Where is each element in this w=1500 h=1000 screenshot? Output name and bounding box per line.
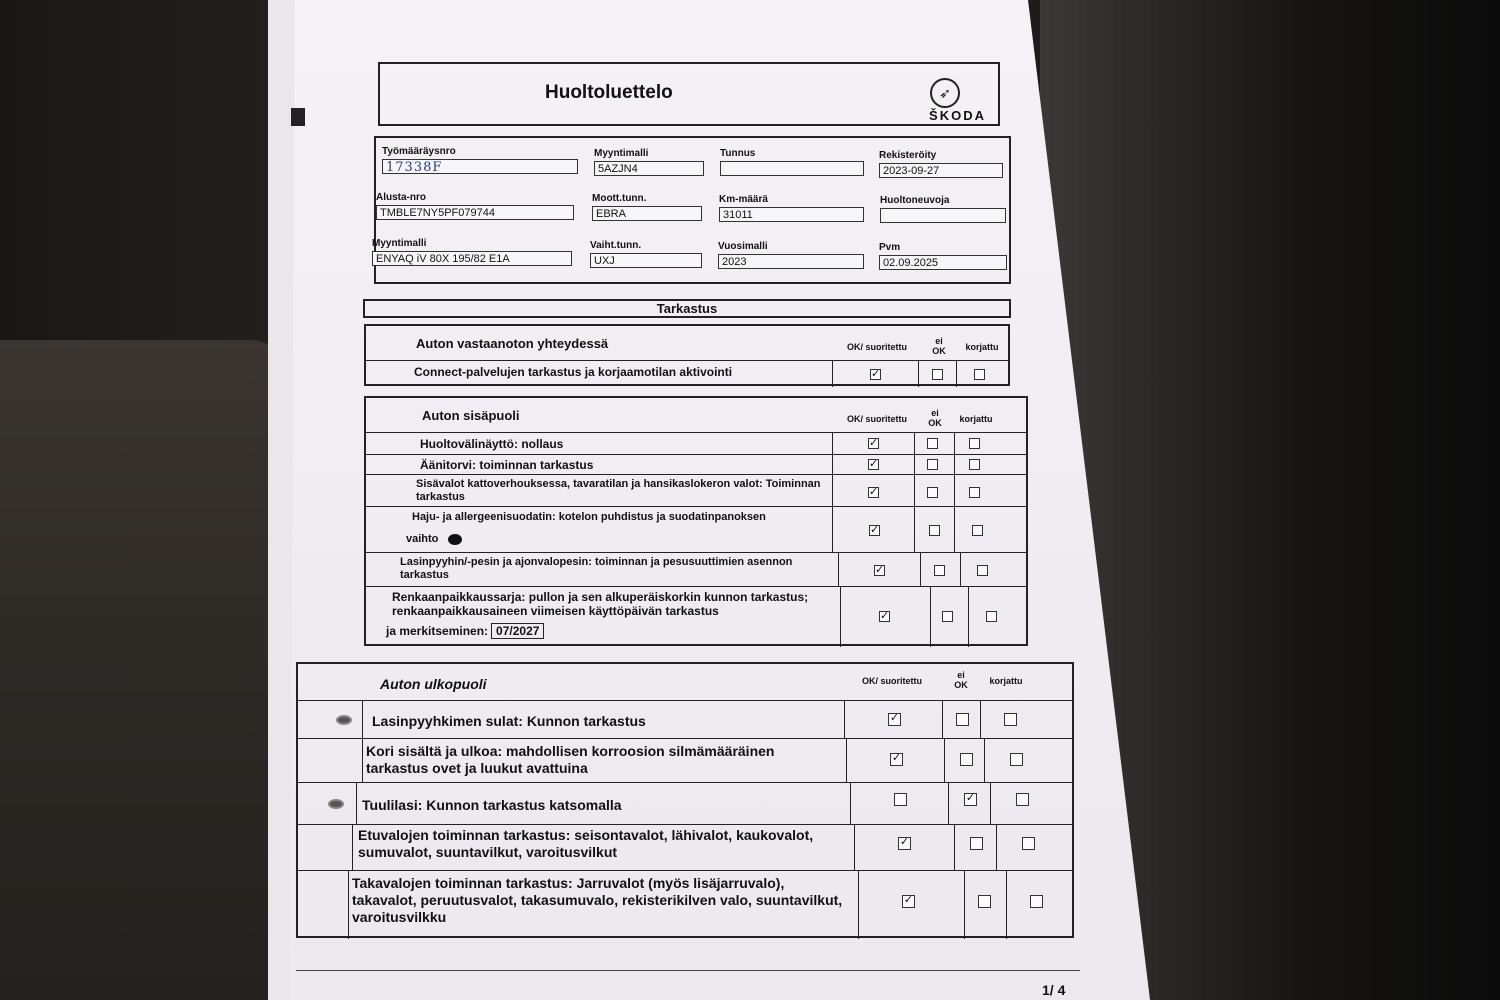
table-row: Lasinpyyhkimen sulat: Kunnon tarkastus ✓	[298, 700, 1072, 739]
checkbox-ok[interactable]: ✓	[869, 486, 879, 498]
section-title: Auton ulkopuoli	[380, 676, 487, 692]
table-row: Connect-palvelujen tarkastus ja korjaamotilan aktivointi ✓	[366, 360, 1008, 387]
table-row: Takavalojen toiminnan tarkastus: Jarruvalot (myös lisäjarruvalo), takavalot, peruutusvalot, takasumuvalo, rekisterikilven valo, suuntavilkut, varoitusvilkku ✓	[298, 870, 1072, 939]
section-bar-tarkastus: Tarkastus	[363, 299, 1011, 318]
background-seat	[0, 340, 290, 1000]
checkbox-korjattu[interactable]	[1030, 895, 1043, 908]
checkbox-ei-ok[interactable]	[932, 369, 943, 380]
field-vaiht-tunn: Vaiht.tunn. UXJ	[590, 240, 702, 268]
table-row: Etuvalojen toiminnan tarkastus: seisontavalot, lähivalot, kaukovalot, sumuvalot, suuntavilkut, varoitusvilkut ✓	[298, 824, 1072, 871]
checkbox-ei-ok[interactable]	[960, 753, 973, 766]
checkbox-ok[interactable]: ✓	[891, 752, 902, 764]
checkbox-korjattu[interactable]	[977, 565, 988, 576]
eye-icon	[336, 715, 352, 725]
checkbox-ei-ok[interactable]	[970, 837, 983, 850]
field-huoltoneuvoja: Huoltoneuvoja	[880, 195, 1006, 223]
field-moott-tunn: Moott.tunn. EBRA	[592, 193, 702, 221]
checkbox-ei-ok[interactable]	[942, 611, 953, 622]
table-row: Äänitorvi: toiminnan tarkastus ✓	[366, 454, 1026, 475]
checkbox-ok[interactable]: ✓	[899, 836, 910, 848]
checkbox-ei-ok[interactable]	[934, 565, 945, 576]
skoda-logo-icon: ➶	[930, 78, 960, 108]
checkbox-ok[interactable]: ✓	[871, 368, 881, 380]
checkbox-ok[interactable]: ✓	[903, 894, 914, 906]
table-row: Lasinpyyhin/-pesin ja ajonvalopesin: toiminnan ja pesusuuttimien asennon tarkastus ✓	[366, 552, 1026, 587]
section-title: Auton sisäpuoli	[422, 408, 520, 423]
corner-mark	[291, 108, 305, 126]
checkbox-ok[interactable]	[894, 793, 907, 806]
field-pvm: Pvm 02.09.2025	[879, 242, 1007, 270]
table-row: Huoltovälinäyttö: nollaus ✓	[366, 432, 1026, 455]
table-row: Haju- ja allergeenisuodatin: kotelon puhdistus ja suodatinpanoksen vaihto ✓	[366, 506, 1026, 553]
field-tunnus: Tunnus	[720, 148, 864, 176]
table-row: Sisävalot kattoverhouksessa, tavaratilan ja hansikaslokeron valot: Toiminnan tarkastus ✓	[366, 474, 1026, 507]
footer-divider	[296, 970, 1080, 971]
checkbox-ei-ok[interactable]	[927, 487, 938, 498]
checkbox-korjattu[interactable]	[969, 487, 980, 498]
tyomaaraysnro-value: 17338F	[382, 159, 578, 174]
checkbox-korjattu[interactable]	[969, 459, 980, 470]
checkbox-ok[interactable]: ✓	[869, 437, 879, 449]
document-title: Huoltoluettelo	[545, 82, 673, 103]
checkbox-korjattu[interactable]	[1010, 753, 1023, 766]
checkbox-ei-ok[interactable]	[927, 438, 938, 449]
page-number: 1/ 4	[1042, 982, 1066, 998]
section-vastaanotto: Auton vastaanoton yhteydessä OK/ suoritettu ei OK korjattu Connect-palvelujen tarkastus ja korjaamotilan aktivointi ✓	[364, 324, 1010, 386]
brand-name: ŠKODA	[929, 108, 986, 123]
checkbox-ok[interactable]: ✓	[875, 564, 885, 576]
checkbox-korjattu[interactable]	[1022, 837, 1035, 850]
marker-dot	[448, 534, 462, 545]
field-tyomaaraysnro: Työmääräysnro 17338F	[382, 146, 578, 174]
checkbox-korjattu[interactable]	[972, 525, 983, 536]
section-title: Auton vastaanoton yhteydessä	[416, 336, 609, 351]
checkbox-ok[interactable]: ✓	[870, 524, 880, 536]
checkbox-ok[interactable]: ✓	[869, 458, 879, 470]
info-box	[374, 136, 1011, 284]
field-vuosimalli: Vuosimalli 2023	[718, 241, 864, 269]
checkbox-ei-ok[interactable]	[929, 525, 940, 536]
table-row: Kori sisältä ja ulkoa: mahdollisen korroosion silmämääräinen tarkastus ovet ja luukut avattuina ✓	[298, 738, 1072, 783]
field-rekisteroity: Rekisteröity 2023-09-27	[879, 150, 1003, 178]
checkbox-ok[interactable]: ✓	[889, 712, 900, 724]
checkbox-korjattu[interactable]	[974, 369, 985, 380]
checkbox-ei-ok[interactable]	[927, 459, 938, 470]
checkbox-ei-ok[interactable]	[956, 713, 969, 726]
checkbox-korjattu[interactable]	[986, 611, 997, 622]
section-ulkopuoli: Auton ulkopuoli OK/ suoritettu ei OK korjattu Lasinpyyhkimen sulat: Kunnon tarkastus ✓ Kori sisältä ja ulkoa: mahdollisen korroosion silmämääräinen tarkastus ovet ja luukut avattuina ✓ Tuulilasi: Kunnon tarkastus katsomalla ✓ Etuvalojen toiminnan tarkastus: seisontavalot, lähivalot, kaukovalot, sumuvalot, suuntavilkut, varoitusvilkut ✓ Takavalojen toiminnan tarkastus: Jarruvalot (myös lisäjarruvalo), takavalot, peruutusvalot, takasumuvalo, rekisterikilven valo, suuntavilkut, varoitusvilkku ✓	[296, 662, 1074, 938]
checkbox-ei-ok[interactable]	[978, 895, 991, 908]
eye-icon	[328, 799, 344, 809]
field-myyntimalli: Myyntimalli ENYAQ iV 80X 195/82 E1A	[372, 238, 572, 266]
checkbox-ok[interactable]: ✓	[880, 610, 890, 622]
checkbox-korjattu[interactable]	[1004, 713, 1017, 726]
expiry-date: 07/2027	[491, 623, 544, 639]
field-km-maara: Km-määrä 31011	[719, 194, 864, 222]
checkbox-korjattu[interactable]	[969, 438, 980, 449]
section-sisapuoli: Auton sisäpuoli OK/ suoritettu ei OK korjattu Huoltovälinäyttö: nollaus ✓ Äänitorvi: toiminnan tarkastus ✓ Sisävalot kattoverhouksessa, tavaratilan ja hansikaslokeron valot: Toiminnan tarkastus ✓ Haju- ja allergeenisuodatin: kotelon puhdistus ja suodatinpanoksen vaihto ✓ Lasinpyyhin/-pesin ja ajonvalopesin: toiminnan ja pesusuuttimien asennon tarkastus ✓ Renkaanpaikkaussarja: pullon ja sen alkuperäiskorkin kunnon tarkastus; renkaanpaikkausaineen viimeisen käyttöpäivän tarkastus ja merkitseminen: 07/2027 ✓	[364, 396, 1028, 646]
checkbox-korjattu[interactable]	[1016, 793, 1029, 806]
checkbox-ei-ok[interactable]: ✓	[965, 792, 976, 804]
field-alusta-nro: Alusta-nro TMBLE7NY5PF079744	[376, 192, 574, 220]
table-row: Renkaanpaikkaussarja: pullon ja sen alkuperäiskorkin kunnon tarkastus; renkaanpaikkausaineen viimeisen käyttöpäivän tarkastus ja merkitseminen: 07/2027 ✓	[366, 586, 1026, 647]
table-row: Tuulilasi: Kunnon tarkastus katsomalla ✓	[298, 782, 1072, 825]
field-myyntimalli-code: Myyntimalli 5AZJN4	[594, 148, 704, 176]
header-box	[378, 62, 1000, 126]
